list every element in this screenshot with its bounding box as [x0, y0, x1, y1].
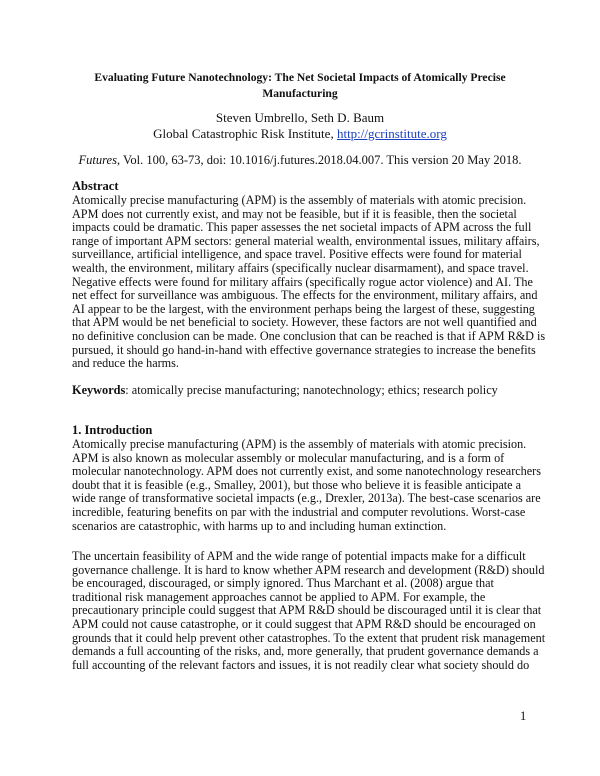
abstract-line: range of important APM sectors: general material wealth, environmental issues, military affairs,: [72, 233, 540, 248]
journal-name: Futures: [78, 153, 117, 167]
introduction-paragraph-2: [72, 549, 546, 672]
introduction-heading: 1. Introduction: [72, 423, 153, 437]
title-line: Evaluating Future Nanotechnology: The Net Societal Impacts of Atomically Precise: [94, 71, 506, 84]
abstract-line: pursued, it should go hand-in-hand with effective governance strategies to increase the benefits: [72, 342, 536, 357]
introduction-paragraph-1: [72, 437, 541, 533]
paragraph-line: be encouraged, discouraged, or simply ignored. Thus Marchant et al. (2008) argue that: [72, 576, 494, 591]
citation-details: , Vol. 100, 63-73, doi: 10.1016/j.futures.2018.04.007. This version 20 May 2018.: [116, 153, 522, 167]
paragraph-line: APM is also known as molecular assembly or molecular manufacturing, and is a form of: [72, 450, 505, 465]
abstract-line: Negative effects were found for military affairs (specifically rogue actor violence) and AI. The: [72, 274, 533, 289]
abstract-line: and reduce the harms.: [72, 356, 179, 371]
abstract-line: that APM would be net beneficial to society. However, these factors are not well quantified and: [72, 315, 537, 330]
paragraph-line: APM could not cause catastrophe, or it could suggest that APM R&D should be encouraged on: [72, 616, 536, 631]
page-number: 1: [520, 709, 527, 723]
paragraph-line: wide range of transformative societal impacts (e.g., Drexler, 2013a). The best-case scenarios are: [72, 491, 541, 506]
keywords-label: Keywords: [72, 383, 126, 397]
abstract-line: surveillance, artificial intelligence, and space travel. Positive effects were found for material: [72, 247, 522, 262]
affiliation-link[interactable]: http://gcrinstitute.org: [336, 126, 447, 141]
paper-title: [80, 70, 520, 102]
abstract-line: AI appear to be the largest, with the environment perhaps being the largest of these, suggesting: [72, 301, 535, 316]
abstract-line: impacts could be dramatic. This paper assesses the net societal impacts of APM across the full: [72, 220, 532, 235]
paragraph-line: The uncertain feasibility of APM and the wide range of potential impacts make for a difficult: [72, 549, 526, 563]
paragraph-line: Atomically precise manufacturing (APM) is the assembly of materials with atomic precision.: [72, 437, 527, 451]
abstract-heading: Abstract: [72, 179, 119, 193]
paragraph-line: grounds that it could help prevent other catastrophes. To the extent that prudent risk management: [72, 630, 546, 645]
paragraph-line: governance challenge. It is hard to know whether APM research and development (R&D) should: [72, 562, 545, 577]
abstract-line: no definitive conclusion can be made. One conclusion that can be reached is that if APM R&D is: [72, 328, 546, 343]
paragraph-line: full accounting of the relevant factors and issues, it is not readily clear what society should do: [72, 657, 530, 672]
keywords-text: : atomically precise manufacturing; nanotechnology; ethics; research policy: [125, 383, 498, 397]
paragraph-line: demands a full accounting of the risks, and, more generally, that prudent governance demands a: [72, 644, 539, 659]
paragraph-line: doubt that it is feasible (e.g., Smalley, 2001), but those who believe it is feasible anticipate a: [72, 477, 522, 492]
citation: [0, 152, 600, 168]
abstract-line: wealth, the environment, military affairs (specifically nuclear disarmament), and space travel.: [72, 260, 529, 275]
paragraph-line: scenarios are catastrophic, with harms up to and including human extinction.: [72, 518, 447, 533]
keywords: [72, 382, 537, 398]
abstract-line: APM does not currently exist, and may not be feasible, but if it is feasible, then the societal: [72, 206, 517, 221]
affiliation-name: Global Catastrophic Risk Institute,: [153, 126, 334, 141]
paragraph-line: molecular nanotechnology. APM does not currently exist, and some nanotechnology researchers: [72, 464, 541, 479]
title-line: Manufacturing: [262, 87, 338, 100]
paragraph-line: incredible, featuring benefits on par with the industrial and computer revolutions. Worst-case: [72, 504, 526, 519]
abstract-body: [72, 193, 546, 371]
affiliation: [0, 126, 600, 142]
paragraph-line: traditional risk management approaches cannot be applied to APM. For example, the: [72, 589, 486, 604]
abstract-line: Atomically precise manufacturing (APM) is the assembly of materials with atomic precision.: [72, 193, 527, 207]
abstract-line: net effect for surveillance was ambiguous. The effects for the environment, military affairs, and: [72, 288, 538, 303]
paragraph-line: precautionary principle could suggest that APM R&D should be discouraged until it is clear that: [72, 603, 542, 618]
author-list: Steven Umbrello, Seth D. Baum: [215, 110, 385, 125]
